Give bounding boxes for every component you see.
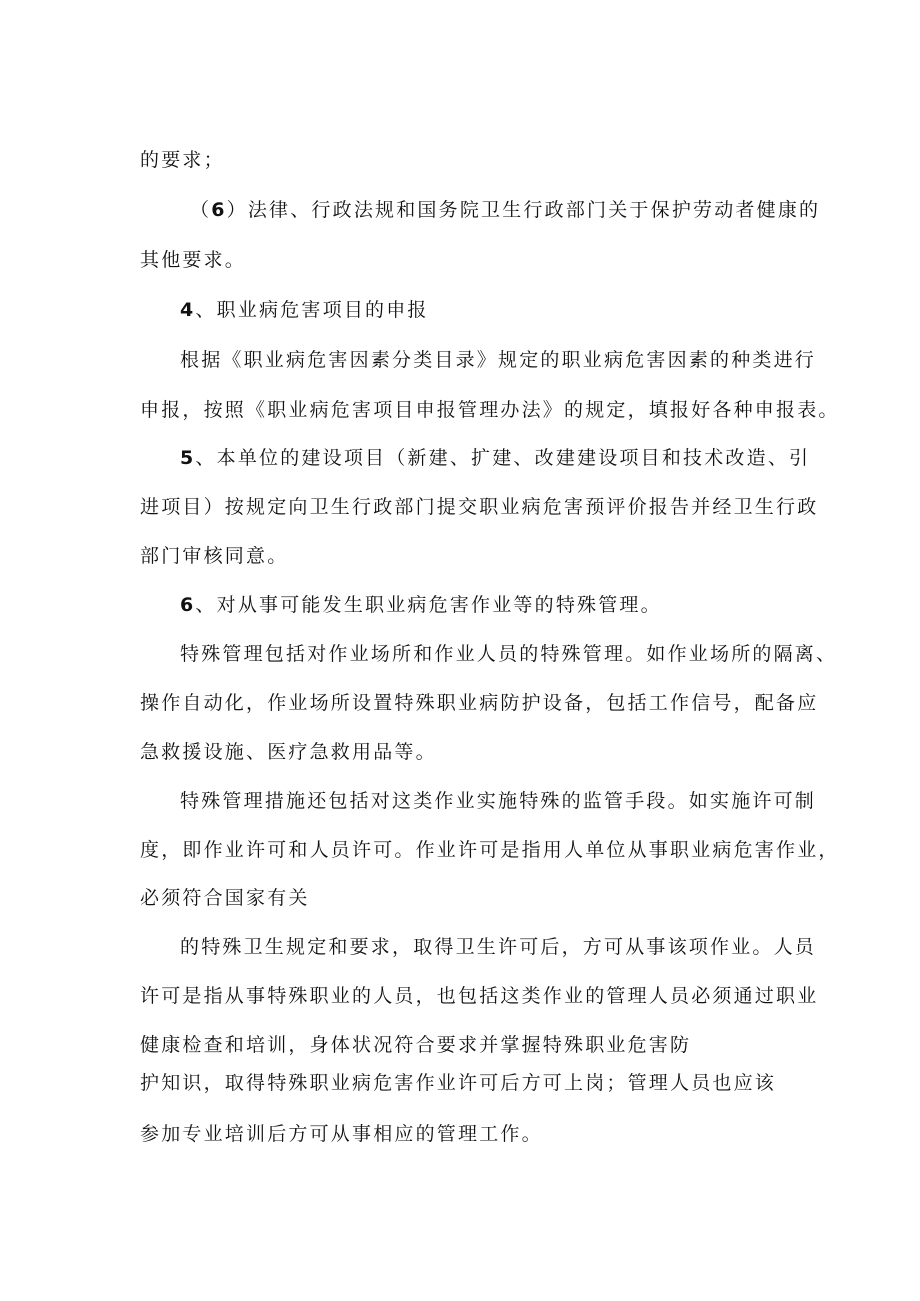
paragraph-line: 特殊管理措施还包括对这类作业实施特殊的监管手段。如实施许可制 (180, 790, 817, 812)
paragraph-line: 急救援设施、医疗急救用品等。 (140, 741, 437, 763)
text-line: 其他要求。 (140, 249, 247, 271)
paragraph-line: 进项目）按规定向卫生行政部门提交职业病危害预评价报告并经卫生行政 (140, 496, 819, 518)
paragraph-line: 的特殊卫生规定和要求，取得卫生许可后，方可从事该项作业。人员 (180, 936, 817, 958)
paragraph-line: 参加专业培训后方可从事相应的管理工作。 (140, 1123, 543, 1145)
paragraph-line: 部门审核同意。 (140, 545, 289, 567)
paragraph-line: 度，即作业许可和人员许可。作业许可是指用人单位从事职业病危害作业， (140, 839, 840, 861)
paragraph-line: 许可是指从事特殊职业的人员，也包括这类作业的管理人员必须通过职业 (140, 985, 819, 1007)
list-item-6: （6）法律、行政法规和国务院卫生行政部门关于保护劳动者健康的 (190, 199, 821, 221)
paragraph-line: 根据《职业病危害因素分类目录》规定的职业病危害因素的种类进行 (180, 349, 817, 371)
section-heading-6: 6、对从事可能发生职业病危害作业等的特殊管理。 (180, 594, 662, 616)
section-heading-4: 4、职业病危害项目的申报 (180, 299, 429, 321)
section-heading-5: 5、本单位的建设项目（新建、扩建、改建建设项目和技术改造、引 (180, 447, 811, 469)
paragraph-line: 操作自动化，作业场所设置特殊职业病防护设备，包括工作信号，配备应 (140, 692, 819, 714)
paragraph-line: 健康检查和培训，身体状况符合要求并掌握特殊职业危害防 (140, 1034, 692, 1056)
paragraph-line: 护知识，取得特殊职业病危害作业许可后方可上岗；管理人员也应该 (140, 1072, 777, 1094)
paragraph-line: 特殊管理包括对作业场所和作业人员的特殊管理。如作业场所的隔离、 (180, 643, 838, 665)
text-line: 的要求； (140, 149, 225, 171)
paragraph-line: 申报，按照《职业病危害项目申报管理办法》的规定，填报好各种申报表。 (140, 399, 840, 421)
paragraph-line: 必须符合国家有关 (140, 887, 310, 909)
